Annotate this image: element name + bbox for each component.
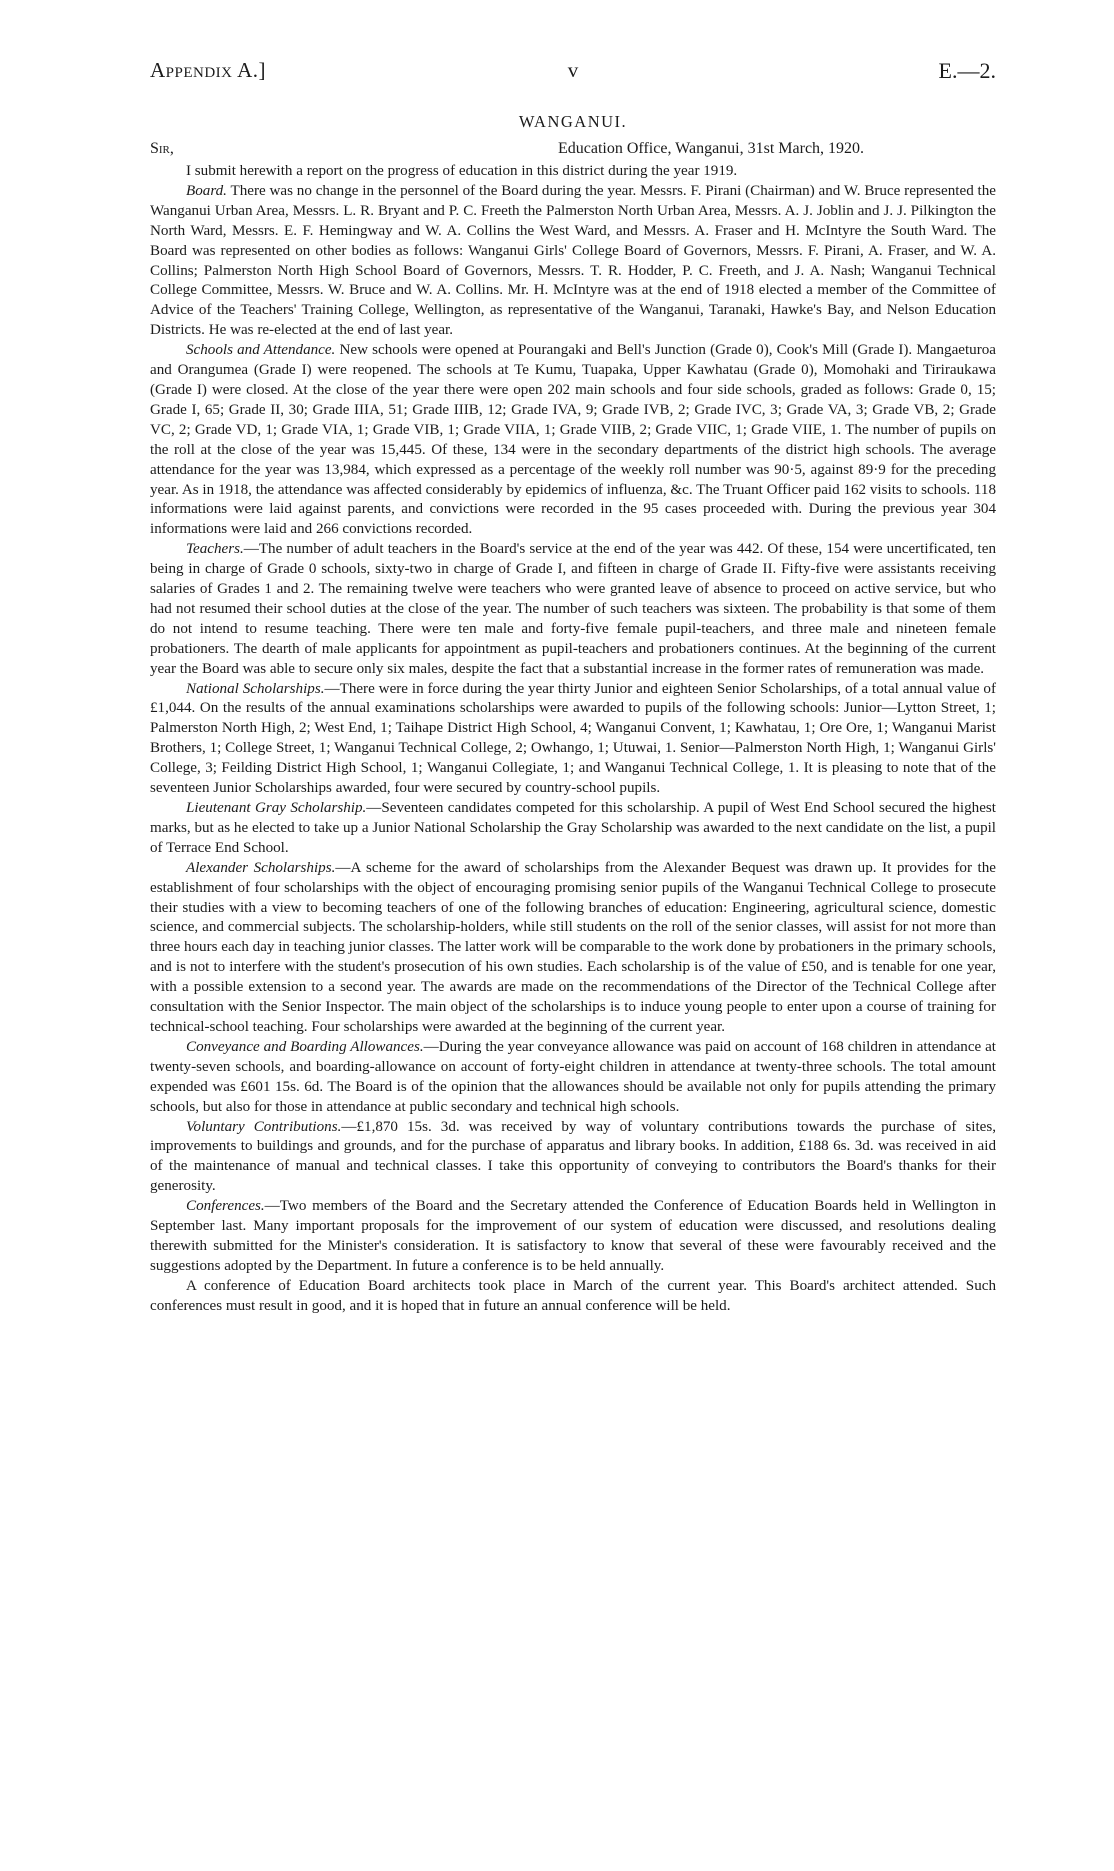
paragraph-text: —£1,870 15s. 3d. was received by way of voluntary contributions towards the purchase of sites, improvements to buildings and grounds, and for the purchase of apparatus and library books. In addition, £188 6s. 3d. was received in aid of the maintenance of manual and technical classes. I take this opportunity of conveying to contributors the Board's thanks for their generosity. — [150, 1118, 996, 1195]
report-title: WANGANUI. — [518, 112, 628, 131]
paragraph-architects-conference — [150, 1277, 996, 1317]
paragraph-voluntary-contributions — [150, 1118, 996, 1198]
paragraph-text: —Two members of the Board and the Secretary attended the Conference of Education Boards held in Wellington in September last. Many important proposals for the improvement of our system of education were discussed, and resolutions dealing therewith submitted for the Minister's consideration. It is satisfactory to know that several of these were favourably received and the suggestions adopted by the Department. In future a conference is to be held annually. — [150, 1198, 996, 1274]
running-header — [150, 58, 996, 98]
paragraph-text: There was no change in the personnel of the Board during the year. Messrs. F. Pirani (Chairman) and W. Bruce represented the Wanganui Urban Area, Messrs. L. R. Bryant and P. C. Freeth the Palmerston North Urban Area, Messrs. A. J. Joblin and J. J. Pilkington the North Ward, Messrs. E. F. Hemingway and W. A. Collins the West Ward, and Messrs. A. Fraser and H. McIntyre the South Ward. The Board was represented on other bodies as follows: Wanganui Girls' College Board of Governors, Messrs. F. Pirani, A. Fraser, and W. A. Collins; Palmerston North High School Board of Governors, Messrs. T. R. Hodder, P. C. Freeth, and J. A. Nash; Wanganui Technical College Committee, Messrs. W. Bruce and W. A. Collins. Mr. H. McIntyre was at the end of 1918 elected a member of the Committee of Advice of the Teachers' Training College, Wellington, as representative of the Wanganui, Taranaki, Hawke's Bay, and Nelson Education Districts. He was re-elected at the end of last year. — [150, 182, 996, 339]
paragraph-text: —There were in force during the year thirty Junior and eighteen Senior Scholarships, of a total annual value of £1,044. On the results of the annual examinations scholarships were awarded to pupils of the following schools: Junior—Lytton Street, 1; Palmerston North High, 2; West End, 1; Taihape District High School, 4; Wanganui Convent, 1; Kawhatau, 1; Ore Ore, 1; Wanganui Marist Brothers, 1; College Street, 1; Wanganui Technical College, 2; Owhango, 1; Utuwai, 1. Senior—Palmerston North High, 1; Wanganui Girls' College, 3; Feilding District High School, 1; Wanganui Collegiate, 1; and Wanganui Technical College, 1. It is pleasing to note that of the seventeen Junior Scholarships awarded, four were secured by country-school pupils. — [150, 680, 997, 797]
paragraph-text: —A scheme for the award of scholarships from the Alexander Bequest was drawn up. It provides for the establishment of four scholarships with the object of encouraging promising senior pupils of the Wanganui Technical College to prosecute their studies with a view to becoming teachers of one of the following branches of education: Engineering, agricultural science, domestic science, and commercial subjects. The scholarship-holders, while still students on the roll of the senior classes, will assist for not more than three hours each day in teaching junior classes. The latter work will be comparable to the work done by probationers in the primary schools, and is not to interfere with the student's prosecution of his own studies. Each scholarship is of the value of £50, and is tenable for one year, with a possible extension to a second year. The awards are made on the recommendations of the Director of the Technical College after consultation with the Senior Inspector. The main object of the scholarships is to induce young people to enter upon a course of training for technical-school teaching. Four scholarships were awarded at the beginning of the current year. — [150, 859, 996, 1035]
paragraph-heading: Conferences. — [186, 1198, 265, 1215]
report-body — [150, 162, 996, 1317]
paragraph-intro — [150, 162, 996, 182]
salutation: Sir, — [150, 140, 174, 157]
paragraph-conferences — [150, 1197, 996, 1277]
paragraph-heading: Voluntary Contributions. — [186, 1118, 342, 1135]
header-appendix: Appendix A.] — [150, 58, 267, 82]
paragraph-text: —Seventeen candidates competed for this scholarship. A pupil of West End School secured the highest marks, but as he elected to take up a Junior National Scholarship the Gray Scholarship was awarded to the next candidate on the list, a pupil of Terrace End School. — [150, 800, 996, 856]
paragraph-national-scholarships — [150, 680, 996, 799]
paragraph-text: New schools were opened at Pourangaki and Bell's Junction (Grade 0), Cook's Mill (Grade I). Mangaeturoa and Orangumea (Grade I) were reopened. The schools at Te Kumu, Tuapaka, Upper Kawhatau (Grade 0), Momohaki and Tiriraukawa (Grade I) were closed. At the close of the year there were open 202 main schools and four side schools, graded as follows: Grade 0, 15; Grade I, 65; Grade II, 30; Grade IIIA, 51; Grade IIIB, 12; Grade IVA, 9; Grade IVB, 2; Grade IVC, 3; Grade VA, 3; Grade VB, 2; Grade VC, 2; Grade VD, 1; Grade VIA, 1; Grade VIB, 1; Grade VIIA, 1; Grade VIIB, 2; Grade VIIC, 1; Grade VIIE, 1. The number of pupils on the roll at the close of the year was 15,445. Of these, 134 were in the secondary departments of the district high schools. The average attendance for the year was 13,984, which expressed as a percentage of the weekly roll number was 90·5, against 89·9 for the preceding year. As in 1918, the attendance was affected considerably by epidemics of influenza, &c. The Truant Officer paid 162 visits to schools. 118 informations were laid against parents, and convictions were recorded in the 95 cases proceeded with. During the previous year 304 informations were laid and 266 convictions recorded. — [150, 342, 996, 538]
paragraph-teachers — [150, 540, 996, 679]
paragraph-heading: Schools and Attendance. — [186, 342, 336, 359]
paragraph-heading: Lieutenant Gray Scholarship. — [186, 800, 367, 816]
paragraph-text: —During the year conveyance allowance was paid on account of 168 children in attendance at twenty-seven schools, and boarding-allowance on account of forty-eight children in attendance at twenty-three schools. The total amount expended was £601 15s. 6d. The Board is of the opinion that the allowances should be available not only for pupils attending the primary schools, but also for those in attendance at public secondary and technical high schools. — [150, 1038, 996, 1115]
paragraph-heading: Conveyance and Boarding Allowances. — [186, 1038, 424, 1055]
salutation-line — [150, 140, 996, 162]
paragraph-heading: National Scholarships. — [186, 680, 325, 697]
paragraph-board — [150, 182, 996, 341]
paragraph-text: —The number of adult teachers in the Board's service at the end of the year was 442. Of these, 154 were uncertificated, ten being in charge of Grade 0 schools, sixty-two in charge of Grade I, and fifteen in charge of Grade II. Fifty-five were assistants receiving salaries of Grades 1 and 2. The remaining twelve were teachers who were granted leave of absence to proceed on active service, but who had not resumed their school duties at the close of the year. The number of such teachers was sixteen. The probability is that some of them do not intend to resume teaching. There were ten male and forty-five female pupil-teachers, and three male and nineteen female probationers. The dearth of male applicants for appointment as pupil-teachers and probationers continues. At the beginning of the current year the Board was able to secure only six males, despite the fact that a substantial increase in the former rates of remuneration was made. — [150, 541, 996, 677]
paragraph-alexander-scholarships — [150, 859, 996, 1038]
paragraph-heading: Board. — [186, 182, 227, 199]
header-page-number: v — [567, 58, 579, 82]
paragraph-text: I submit herewith a report on the progress of education in this district during the year 1919. — [186, 163, 738, 179]
paragraph-heading: Teachers. — [186, 541, 244, 558]
paragraph-gray-scholarship — [150, 799, 996, 859]
paragraph-conveyance-allowances — [150, 1038, 996, 1118]
paragraph-text: A conference of Education Board architects took place in March of the current year. This Board's architect attended. Such conferences must result in good, and it is hoped that in future an annual conference will be held. — [150, 1277, 996, 1314]
letter-address: Education Office, Wanganui, 31st March, 1920. — [558, 140, 865, 157]
paragraph-heading: Alexander Scholarships. — [186, 859, 336, 876]
paragraph-schools-attendance — [150, 341, 996, 540]
header-series-code: E.—2. — [938, 58, 996, 83]
